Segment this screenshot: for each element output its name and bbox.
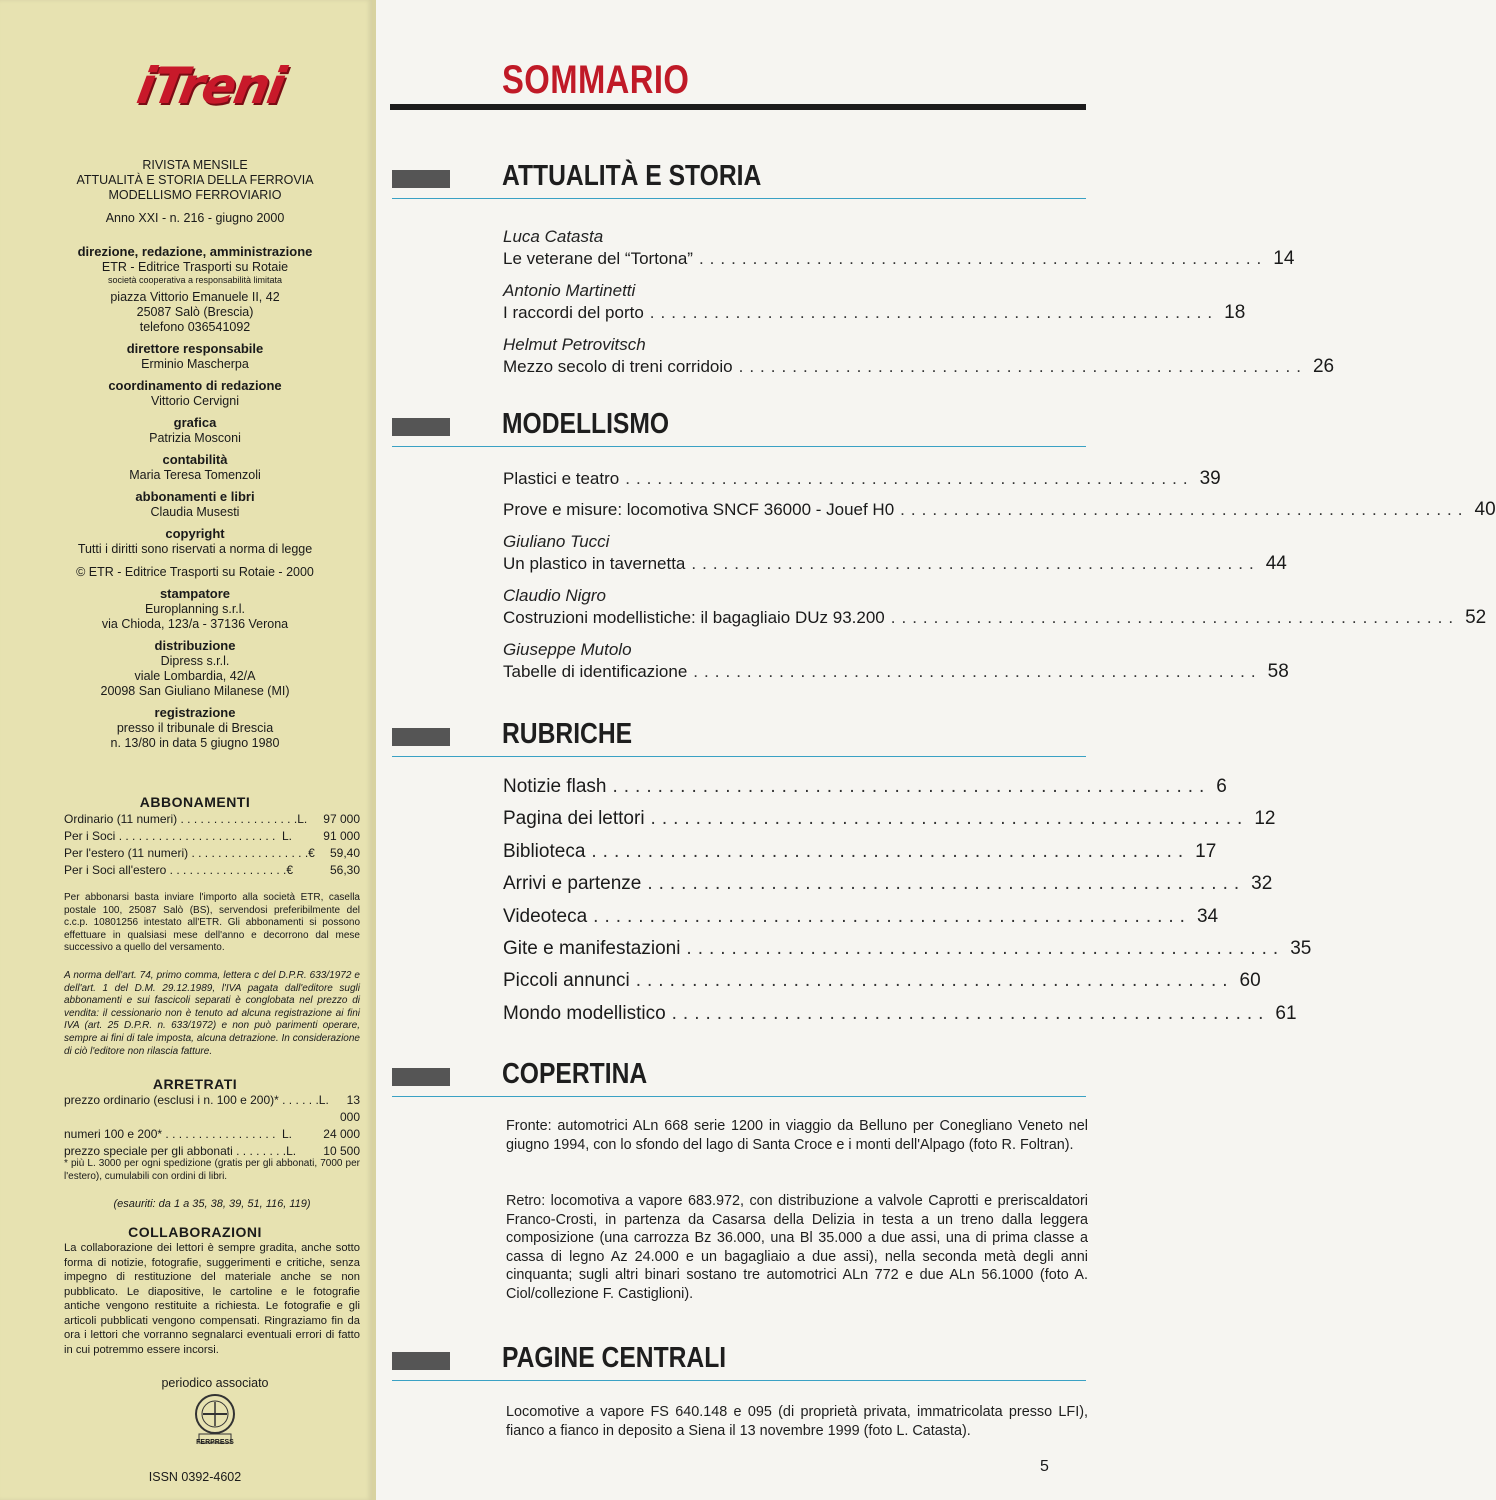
- iva-note: A norma dell'art. 74, primo comma, lettera c del D.P.R. 633/1972 e dell'art. 1 del D.M. 29.12.1989, l'IVA pagata dall'editore sugli abbonamenti e sui fascicoli separati è conglobata nel prezzo di vendita: il cessionario non è tenuto ad alcuna registrazione ai fini IVA (art. 25 D.P.R. n. 633/1972) e non può parimenti operare, sempre ai fini di tale imposta, alcuna detrazione. In considerazione di ciò l'editore non rilascia fatture.: [64, 970, 360, 1057]
- staff-block: copyright Tutti i diritti sono riservati a norma di legge © ETR - Editrice Trasporti su Rotaie - 2000: [76, 526, 314, 579]
- toc-entry[interactable]: Claudio Nigro Costruzioni modellistiche: il bagagliaio DUz 93.200 ..................................................... 52: [503, 586, 1487, 628]
- abbonamenti-note: Per abbonarsi basta inviare l'importo alla società ETR, casella postale 100, 25087 Salò (BS), servendosi preferibilmente del c.c.p. 10801256 intestato all'ETR. Gli abbonamenti si possono effettuare in qualsiasi mese dell'anno e decorrono dal mese successivo a quello del versamento.: [64, 892, 360, 954]
- toc-section-modellismo: [503, 468, 1496, 683]
- staff-block: contabilità Maria Teresa Tomenzoli: [129, 452, 261, 482]
- toc-entry[interactable]: Mondo modellistico ..................................................... 61: [503, 1002, 1297, 1024]
- staff-block: grafica Patrizia Mosconi: [149, 415, 241, 445]
- masthead-tagline: [60, 158, 330, 226]
- abbonamenti-table: [64, 811, 360, 879]
- collaborazioni-text: La collaborazione dei lettori è sempre gradita, anche sotto forma di notizie, fotografie, suggerimenti e critiche, senza impegno di restituzione del materiale anche se non pubblicato. Le diapositive, le cartoline e le fotografie antiche vengono restituite a richiesta. Le fotografie e gli articoli pubblicati vengono compensati. Ringraziamo fin da ora i lettori che vorranno segnalarci eventuali errori di fatto in cui potremmo essere incorsi.: [64, 1242, 360, 1356]
- associated-seal: [150, 1376, 280, 1446]
- toc-entry[interactable]: Luca Catasta Le veterane del “Tortona” ..................................................... 14: [503, 227, 1295, 269]
- price-row: Ordinario (11 numeri) . . . . . . . . . . . . . . . . . . L. 97 000: [64, 812, 360, 826]
- toc-section-rubriche: [503, 776, 1312, 1025]
- arretrati-table: [64, 1092, 360, 1160]
- staff-block: direttore responsabile Erminio Mascherpa: [126, 341, 264, 371]
- toc-entry[interactable]: Giuliano Tucci Un plastico in tavernetta ..................................................... 44: [503, 532, 1287, 574]
- section-bar: [392, 418, 450, 436]
- price-row: prezzo speciale per gli abbonati . . . . . . . . L. 10 500: [64, 1144, 360, 1158]
- magazine-logo: iTreni: [133, 57, 289, 115]
- price-row: prezzo ordinario (esclusi i n. 100 e 200)* . . . . . . L. 13 000: [64, 1093, 360, 1124]
- copertina-fronte: Fronte: automotrici ALn 668 serie 1200 in viaggio da Belluno per Conegliano Veneto nel giugno 1994, con lo sfondo del lago di Santa Croce e i monti dell'Alpago (foto R. Foltran).: [506, 1118, 1088, 1153]
- staff-block: abbonamenti e libri Claudia Musesti: [135, 489, 255, 519]
- seal-badge: FERPRESS: [196, 1439, 234, 1446]
- staff-block: stampatore Europlanning s.r.l. via Chioda, 123/a - 37136 Verona: [101, 586, 289, 631]
- toc-entry[interactable]: Videoteca ..................................................... 34: [503, 905, 1219, 927]
- tagline-line: MODELLISMO FERROVIARIO: [108, 188, 282, 202]
- section-heading: PAGINE CENTRALI: [392, 1340, 1086, 1384]
- toc-entry[interactable]: Arrivi e partenze ..................................................... 32: [503, 873, 1273, 895]
- toc-entry[interactable]: Giuseppe Mutolo Tabelle di identificazione ..................................................... 58: [503, 640, 1289, 682]
- toc-entry[interactable]: Pagina dei lettori ..................................................... 12: [503, 808, 1276, 830]
- section-bar: [392, 1352, 450, 1370]
- toc-entry[interactable]: Helmut Petrovitsch Mezzo secolo di treni corridoio ..................................................... 26: [503, 335, 1335, 377]
- title-rule: [390, 104, 1086, 110]
- price-row: Per l'estero (11 numeri) . . . . . . . . . . . . . . . . . . € 59,40: [64, 846, 360, 860]
- toc-entry[interactable]: Piccoli annunci ..................................................... 60: [503, 970, 1261, 992]
- staff-block: registrazione presso il tribunale di Brescia n. 13/80 in data 5 giugno 1980: [110, 705, 280, 750]
- section-bar: [392, 1068, 450, 1086]
- toc-entry[interactable]: Plastici e teatro ..................................................... 39: [503, 468, 1221, 489]
- toc-entry[interactable]: Gite e manifestazioni ..................................................... 35: [503, 937, 1312, 959]
- copertina-retro: Retro: locomotiva a vapore 683.972, con distribuzione a valvole Caprotti e preriscaldatori Franco-Crosti, in partenza da Casarsa della Delizia in testa a un treno dalla leggera composizione (una carrozza Bz 36.000, una Bl 35.000 a due assi, una di prima classe a cassa di legno Az 24.000 e un bagagliaio a due assi), nella seconda metà degli anni cinquanta; sugli altri binari sostano tre automotrici ALn 772 e due ALn 56.1000 (foto A. Ciol/collezione F. Castiglioni).: [506, 1193, 1088, 1302]
- toc-entry[interactable]: Antonio Martinetti I raccordi del porto ..................................................... 18: [503, 281, 1246, 323]
- ferpress-seal-icon: [185, 1390, 245, 1446]
- abbonamenti-heading: ABBONAMENTI: [139, 794, 251, 810]
- section-heading: RUBRICHE: [392, 716, 1086, 760]
- issn: ISSN 0392-4602: [148, 1470, 242, 1484]
- price-row: Per i Soci . . . . . . . . . . . . . . . . . . . . . . . . L. 91 000: [64, 829, 360, 843]
- pagine-centrali-text: Locomotive a vapore FS 640.148 e 095 (di proprietà privata, immatricolata presso LFI), fianco a fianco in deposito a Siena il 13 novembre 1999 (foto L. Catasta).: [506, 1404, 1088, 1439]
- toc-entry[interactable]: Biblioteca ..................................................... 17: [503, 840, 1217, 862]
- price-row: Per i Soci all'estero . . . . . . . . . . . . . . . . . . € 56,30: [64, 863, 360, 877]
- issue-info: Anno XXI - n. 216 - giugno 2000: [105, 211, 285, 225]
- toc-entry[interactable]: Prove e misure: locomotiva SNCF 36000 - Jouef H0 ..................................................... 40: [503, 499, 1496, 520]
- toc-section-attualita: [503, 226, 1335, 378]
- esauriti-note: (esauriti: da 1 a 35, 38, 39, 51, 116, 119): [113, 1198, 311, 1210]
- staff-block: coordinamento di redazione Vittorio Cervigni: [108, 378, 282, 408]
- staff-block: distribuzione Dipress s.r.l. viale Lombardia, 42/A 20098 San Giuliano Milanese (MI): [100, 638, 290, 698]
- section-heading: MODELLISMO: [392, 406, 1086, 450]
- tagline-line: RIVISTA MENSILE: [142, 158, 248, 172]
- collaborazioni-heading: COLLABORAZIONI: [128, 1224, 262, 1240]
- section-bar: [392, 728, 450, 746]
- staff-list: [60, 244, 330, 757]
- section-heading: COPERTINA: [392, 1056, 1086, 1100]
- toc-entry[interactable]: Notizie flash ..................................................... 6: [503, 776, 1227, 797]
- price-row: numeri 100 e 200* . . . . . . . . . . . . . . . . . L. 24 000: [64, 1127, 360, 1141]
- column-edge: [372, 0, 376, 1500]
- section-bar: [392, 170, 450, 188]
- staff-block: direzione, redazione, amministrazione ETR - Editrice Trasporti su Rotaie società cooperativa a responsabilità limitata piazza Vittorio Emanuele II, 42 25087 Salò (Brescia) telefono 036541092: [77, 244, 313, 334]
- section-heading: ATTUALITÀ E STORIA: [392, 158, 1086, 202]
- arretrati-note: * più L. 3000 per ogni spedizione (gratis per gli abbonati, 7000 per l'estero), cumulabili con ordini di libri.: [64, 1158, 360, 1182]
- tagline-line: ATTUALITÀ E STORIA DELLA FERROVIA: [76, 173, 314, 187]
- page-title: SOMMARIO: [502, 58, 690, 102]
- page-number: 5: [1040, 1458, 1049, 1475]
- arretrati-heading: ARRETRATI: [152, 1076, 238, 1092]
- seal-label: periodico associato: [161, 1376, 269, 1390]
